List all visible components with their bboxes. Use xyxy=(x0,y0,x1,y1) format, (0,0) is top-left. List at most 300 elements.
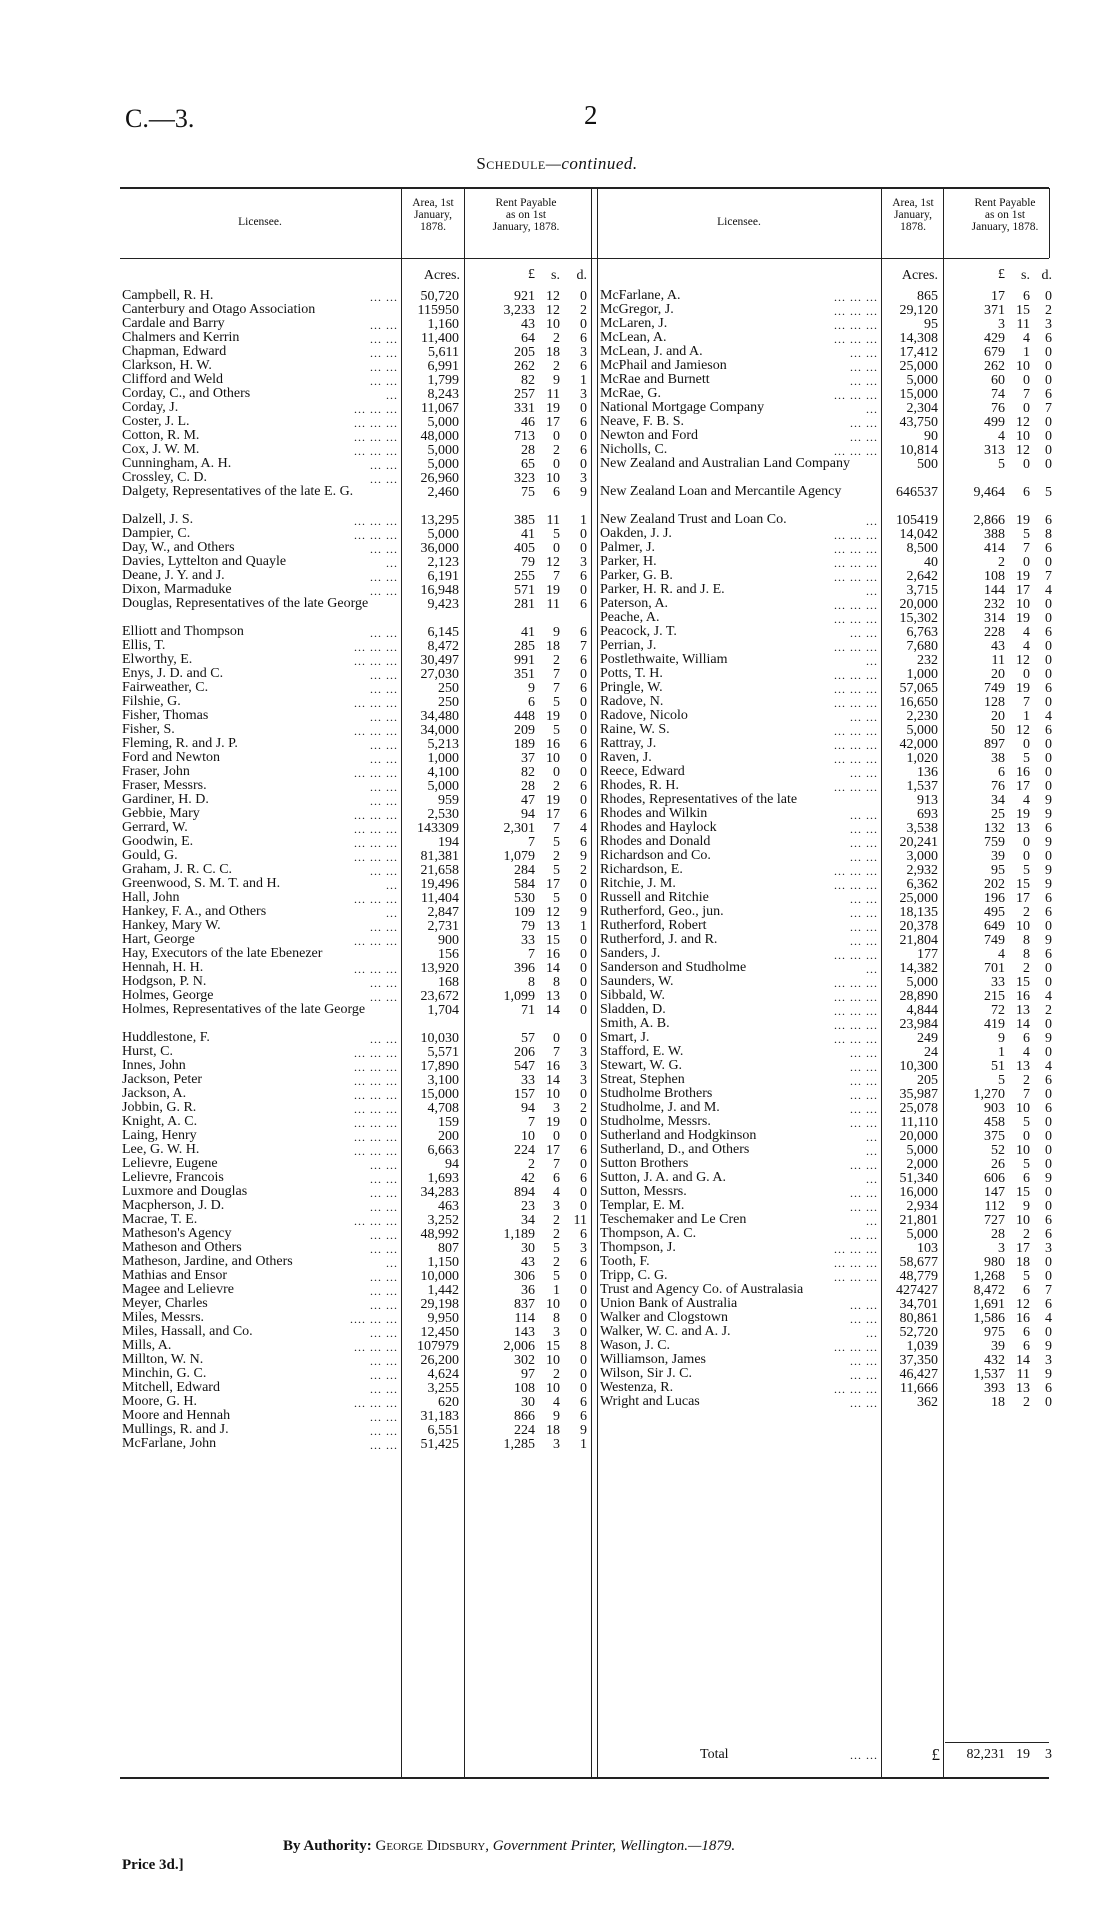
rent-pence: 0 xyxy=(1045,639,1052,654)
licensee-name: Williamson, James xyxy=(600,1352,706,1367)
licensee-name: Lee, G. W. H. xyxy=(122,1142,200,1157)
total-rule xyxy=(945,1742,1049,1743)
rent-pence: 9 xyxy=(1045,877,1052,892)
rent-shillings: 8 xyxy=(553,975,560,990)
rent-pounds: 82 xyxy=(521,373,535,388)
leader-dots: ... ... ... xyxy=(834,976,878,990)
licensee-name: Neave, F. B. S. xyxy=(600,414,685,429)
licensee-name: Holmes, Representatives of the late George xyxy=(122,1002,366,1017)
rent-pounds: 975 xyxy=(984,1325,1005,1340)
area-acres: 26,960 xyxy=(420,471,459,486)
rent-shillings: 2 xyxy=(553,331,560,346)
leader-dots: ... ... xyxy=(370,864,398,878)
rent-pence: 0 xyxy=(580,891,587,906)
rent-pounds: 9 xyxy=(998,1031,1005,1046)
rent-pence: 0 xyxy=(580,1311,587,1326)
rent-pounds: 584 xyxy=(514,877,535,892)
leader-dots: ... ... ... xyxy=(354,444,398,458)
licensee-name: Trust and Agency Co. of Australasia xyxy=(600,1282,804,1297)
rent-pence: 6 xyxy=(1045,387,1052,402)
area-acres: 159 xyxy=(438,1115,459,1130)
rent-pence: 0 xyxy=(580,527,587,542)
licensee-name: Dalgety, Representatives of the late E. G. xyxy=(122,484,354,499)
area-acres: 95 xyxy=(924,317,938,332)
rent-shillings: 5 xyxy=(1023,527,1030,542)
rent-pence: 0 xyxy=(1045,779,1052,794)
area-acres: 20,241 xyxy=(899,835,938,850)
rent-shillings: 12 xyxy=(1016,723,1030,738)
rent-pence: 6 xyxy=(1045,1213,1052,1228)
rent-pounds: 331 xyxy=(514,401,535,416)
rent-shillings: 19 xyxy=(1016,807,1030,822)
area-acres: 194 xyxy=(438,835,459,850)
rent-pounds: 28 xyxy=(521,443,535,458)
rent-shillings: 11 xyxy=(1016,317,1030,332)
rent-pence: 0 xyxy=(1045,1185,1052,1200)
leader-dots: ... ... xyxy=(850,1088,878,1102)
rent-pounds: 43 xyxy=(521,317,535,332)
rent-pounds: 980 xyxy=(984,1255,1005,1270)
rent-pounds: 157 xyxy=(514,1087,535,1102)
licensee-name: Nicholls, C. xyxy=(600,442,668,457)
licensee-name: Stafford, E. W. xyxy=(600,1044,684,1059)
rent-pounds: 128 xyxy=(984,695,1005,710)
licensee-name: Peacock, J. T. xyxy=(600,624,677,639)
rent-pence: 6 xyxy=(1045,947,1052,962)
leader-dots: ... ... xyxy=(370,332,398,346)
licensee-name: Moore, G. H. xyxy=(122,1394,198,1409)
licensee-name: Wright and Lucas xyxy=(600,1394,700,1409)
area-acres: 6,145 xyxy=(427,625,459,640)
authority-label: By Authority: xyxy=(283,1838,372,1854)
area-acres: 959 xyxy=(438,793,459,808)
leader-dots: ... xyxy=(866,654,878,668)
leader-dots: ... ... xyxy=(850,1158,878,1172)
area-acres: 43,750 xyxy=(899,415,938,430)
licensee-name: Cox, J. W. M. xyxy=(122,442,200,457)
rent-pounds: 375 xyxy=(984,1129,1005,1144)
licensee-name: Postlethwaite, William xyxy=(600,652,728,667)
rent-pence: 3 xyxy=(580,1241,587,1256)
licensee-name: Macrae, T. E. xyxy=(122,1212,198,1227)
total-shillings: 19 xyxy=(1016,1747,1030,1762)
rent-shillings: 18 xyxy=(1016,1255,1030,1270)
rent-pounds: 571 xyxy=(514,583,535,598)
rent-pence: 6 xyxy=(1045,821,1052,836)
area-acres: 12,450 xyxy=(420,1325,459,1340)
licensee-name: Hodgson, P. N. xyxy=(122,974,207,989)
rent-shillings: 17 xyxy=(1016,1241,1030,1256)
licensee-name: Paterson, A. xyxy=(600,596,669,611)
area-acres: 31,183 xyxy=(420,1409,459,1424)
area-acres: 42,000 xyxy=(899,737,938,752)
rent-pounds: 34 xyxy=(521,1213,535,1228)
area-acres: 34,283 xyxy=(420,1185,459,1200)
column-divider xyxy=(597,188,598,1778)
rent-shillings: 10 xyxy=(546,1381,560,1396)
licensee-name: Thompson, J. xyxy=(600,1240,676,1255)
area-acres: 10,000 xyxy=(420,1269,459,1284)
leader-dots: ... ... xyxy=(850,374,878,388)
rent-pounds: 39 xyxy=(991,1339,1005,1354)
area-acres: 249 xyxy=(917,1031,938,1046)
leader-dots: ... ... xyxy=(850,766,878,780)
rent-shillings: 0 xyxy=(553,457,560,472)
licensee-name: New Zealand Trust and Loan Co. xyxy=(600,512,787,527)
rent-shillings: 12 xyxy=(1016,415,1030,430)
rent-pence: 0 xyxy=(1045,751,1052,766)
rent-pounds: 42 xyxy=(521,1171,535,1186)
area-acres: 7,680 xyxy=(906,639,938,654)
rent-pounds: 388 xyxy=(984,527,1005,542)
leader-dots: .... ... ... xyxy=(350,1312,398,1326)
rent-pounds: 393 xyxy=(984,1381,1005,1396)
rent-pounds: 837 xyxy=(514,1297,535,1312)
licensee-name: Canterbury and Otago Association xyxy=(122,302,316,317)
leader-dots: ... ... xyxy=(370,1172,398,1186)
licensee-name: Saunders, W. xyxy=(600,974,674,989)
rent-pence: 0 xyxy=(580,667,587,682)
rent-pence: 8 xyxy=(580,1339,587,1354)
total-leader-dots: ... ... xyxy=(850,1748,878,1762)
area-acres: 115950 xyxy=(417,303,459,318)
rent-pence: 0 xyxy=(580,877,587,892)
rent-pence: 6 xyxy=(580,807,587,822)
rent-pounds: 7 xyxy=(528,1115,535,1130)
rent-pence: 6 xyxy=(580,625,587,640)
rent-pounds: 1,079 xyxy=(503,849,535,864)
licensee-name: New Zealand and Australian Land Company xyxy=(600,456,850,471)
leader-dots: ... ... ... xyxy=(354,1396,398,1410)
area-acres: 35,987 xyxy=(899,1087,938,1102)
area-acres: 5,611 xyxy=(428,345,459,360)
rent-pounds: 3,233 xyxy=(503,303,535,318)
rent-shillings: 2 xyxy=(553,1367,560,1382)
area-acres: 52,720 xyxy=(899,1325,938,1340)
leader-dots: ... ... xyxy=(370,542,398,556)
area-acres: 5,000 xyxy=(906,373,938,388)
rent-pence: 3 xyxy=(580,387,587,402)
leader-dots: ... ... xyxy=(370,1382,398,1396)
rent-pounds: 72 xyxy=(991,1003,1005,1018)
licensee-name: Holmes, George xyxy=(122,988,214,1003)
area-acres: 27,030 xyxy=(420,667,459,682)
rent-pence: 6 xyxy=(1045,891,1052,906)
column-divider xyxy=(464,188,465,1778)
rent-pence: 3 xyxy=(580,1045,587,1060)
rent-pounds: 2,866 xyxy=(973,513,1005,528)
licensee-name: Teschemaker and Le Cren xyxy=(600,1212,747,1227)
leader-dots: ... ... ... xyxy=(834,948,878,962)
area-acres: 15,000 xyxy=(420,1087,459,1102)
area-acres: 2,304 xyxy=(906,401,938,416)
rent-shillings: 2 xyxy=(1023,1395,1030,1410)
licensee-name: Matheson, Jardine, and Others xyxy=(122,1254,293,1269)
leader-dots: ... ... ... xyxy=(834,570,878,584)
rent-pence: 3 xyxy=(580,471,587,486)
area-acres: 6,991 xyxy=(427,359,459,374)
leader-dots: ... ... xyxy=(370,1368,398,1382)
rent-pounds: 114 xyxy=(514,1311,535,1326)
rent-pounds: 499 xyxy=(984,415,1005,430)
rent-shillings: 13 xyxy=(546,989,560,1004)
rent-pounds: 396 xyxy=(514,961,535,976)
rent-pounds: 1,285 xyxy=(503,1437,535,1452)
rent-pence: 6 xyxy=(580,597,587,612)
rent-pence: 0 xyxy=(580,1185,587,1200)
area-acres: 5,000 xyxy=(906,1143,938,1158)
rent-shillings: 6 xyxy=(1023,1339,1030,1354)
leader-dots: ... ... xyxy=(370,290,398,304)
rent-pence: 2 xyxy=(580,303,587,318)
rent-pounds: 458 xyxy=(984,1115,1005,1130)
leader-dots: ... ... ... xyxy=(354,430,398,444)
licensee-name: Ellis, T. xyxy=(122,638,166,653)
rent-shillings: 6 xyxy=(1023,1031,1030,1046)
area-acres: 6,362 xyxy=(906,877,938,892)
rent-shillings: 7 xyxy=(553,1157,560,1172)
area-acres: 14,042 xyxy=(899,527,938,542)
licensee-name: Oakden, J. J. xyxy=(600,526,672,541)
rent-pence: 0 xyxy=(580,1087,587,1102)
licensee-name: McLean, A. xyxy=(600,330,667,345)
right-licensee-header: Licensee. xyxy=(717,216,761,228)
licensee-name: McFarlane, A. xyxy=(600,288,681,303)
rent-pounds: 1 xyxy=(998,1045,1005,1060)
area-acres: 20,000 xyxy=(899,1129,938,1144)
left-shillings-unit: s. xyxy=(551,268,560,283)
licensee-name: Mathias and Ensor xyxy=(122,1268,227,1283)
rent-pence: 9 xyxy=(580,849,587,864)
rent-shillings: 15 xyxy=(1016,1185,1030,1200)
area-acres: 3,538 xyxy=(906,821,938,836)
leader-dots: ... ... xyxy=(370,682,398,696)
leader-dots: ... ... ... xyxy=(354,1144,398,1158)
area-acres: 2,460 xyxy=(427,485,459,500)
rent-shillings: 0 xyxy=(553,541,560,556)
rent-pence: 6 xyxy=(580,653,587,668)
rent-pounds: 759 xyxy=(984,835,1005,850)
rent-pence: 7 xyxy=(580,639,587,654)
leader-dots: ... ... xyxy=(850,626,878,640)
rent-shillings: 7 xyxy=(1023,387,1030,402)
rent-pounds: 94 xyxy=(521,807,535,822)
rent-shillings: 19 xyxy=(1016,611,1030,626)
leader-dots: ... ... ... xyxy=(834,696,878,710)
rent-pence: 9 xyxy=(1045,863,1052,878)
rent-pence: 6 xyxy=(1045,513,1052,528)
rent-pence: 0 xyxy=(1045,457,1052,472)
rent-shillings: 19 xyxy=(546,709,560,724)
rent-pounds: 79 xyxy=(521,919,535,934)
licensee-name: Goodwin, E. xyxy=(122,834,194,849)
rent-pence: 9 xyxy=(580,905,587,920)
licensee-name: Potts, T. H. xyxy=(600,666,663,681)
rent-pounds: 23 xyxy=(521,1199,535,1214)
rent-shillings: 2 xyxy=(1023,905,1030,920)
leader-dots: ... ... ... xyxy=(834,668,878,682)
rent-pence: 0 xyxy=(580,1297,587,1312)
licensee-name: Cotton, R. M. xyxy=(122,428,200,443)
price-note: Price 3d.] xyxy=(122,1857,184,1873)
area-acres: 3,255 xyxy=(427,1381,459,1396)
leader-dots: ... ... ... xyxy=(354,808,398,822)
rent-shillings: 1 xyxy=(1023,709,1030,724)
leader-dots: ... ... xyxy=(850,346,878,360)
leader-dots: ... ... xyxy=(850,920,878,934)
rent-shillings: 5 xyxy=(553,527,560,542)
area-acres: 2,847 xyxy=(427,905,459,920)
rent-pence: 6 xyxy=(580,1409,587,1424)
licensee-name: Matheson's Agency xyxy=(122,1226,232,1241)
rent-pounds: 25 xyxy=(991,807,1005,822)
rent-shillings: 3 xyxy=(553,1199,560,1214)
rent-pence: 0 xyxy=(1045,597,1052,612)
rent-pence: 1 xyxy=(580,919,587,934)
area-acres: 36,000 xyxy=(420,541,459,556)
leader-dots: ... xyxy=(386,1256,398,1270)
area-acres: 4,844 xyxy=(906,1003,938,1018)
area-header-line: January, xyxy=(414,209,452,221)
licensee-name: Lelievre, Eugene xyxy=(122,1156,218,1171)
area-acres: 1,000 xyxy=(906,667,938,682)
rent-pence: 0 xyxy=(1045,975,1052,990)
licensee-name: Hay, Executors of the late Ebenezer xyxy=(122,946,323,961)
rent-shillings: 15 xyxy=(546,933,560,948)
licensee-name: Dalzell, J. S. xyxy=(122,512,194,527)
area-acres: 250 xyxy=(438,681,459,696)
licensee-name: Streat, Stephen xyxy=(600,1072,685,1087)
rent-pence: 9 xyxy=(1045,807,1052,822)
rent-shillings: 7 xyxy=(1023,695,1030,710)
area-acres: 8,500 xyxy=(906,541,938,556)
leader-dots: ... ... xyxy=(370,710,398,724)
licensee-name: Ford and Newton xyxy=(122,750,220,765)
rent-pounds: 20 xyxy=(991,667,1005,682)
area-acres: 2,642 xyxy=(906,569,938,584)
rent-pounds: 57 xyxy=(521,1031,535,1046)
rent-shillings: 0 xyxy=(1023,835,1030,850)
area-acres: 15,000 xyxy=(899,387,938,402)
area-acres: 3,715 xyxy=(906,583,938,598)
leader-dots: ... ... ... xyxy=(834,332,878,346)
area-acres: 8,243 xyxy=(427,387,459,402)
rent-shillings: 4 xyxy=(1023,331,1030,346)
licensee-name: Rattray, J. xyxy=(600,736,657,751)
rent-pence: 0 xyxy=(1045,415,1052,430)
rent-pence: 3 xyxy=(1045,1241,1052,1256)
rent-shillings: 11 xyxy=(546,513,560,528)
leader-dots: ... ... ... xyxy=(834,528,878,542)
rent-shillings: 15 xyxy=(1016,303,1030,318)
rent-pounds: 224 xyxy=(514,1143,535,1158)
leader-dots: ... ... xyxy=(370,1032,398,1046)
leader-dots: ... xyxy=(386,878,398,892)
area-acres: 21,801 xyxy=(899,1213,938,1228)
rent-pounds: 52 xyxy=(991,1143,1005,1158)
area-acres: 6,551 xyxy=(427,1423,459,1438)
licensee-name: Gould, G. xyxy=(122,848,178,863)
area-acres: 5,000 xyxy=(427,779,459,794)
right-acres-unit: Acres. xyxy=(901,268,938,283)
rent-shillings: 17 xyxy=(546,1143,560,1158)
rent-pounds: 2 xyxy=(528,1157,535,1172)
rent-pence: 0 xyxy=(1045,1045,1052,1060)
rent-pounds: 1,099 xyxy=(503,989,535,1004)
rent-shillings: 2 xyxy=(1023,961,1030,976)
rent-pounds: 95 xyxy=(991,863,1005,878)
licensee-name: McRae, G. xyxy=(600,386,662,401)
rent-shillings: 2 xyxy=(1023,1227,1030,1242)
rent-shillings: 0 xyxy=(553,429,560,444)
licensee-name: Hurst, C. xyxy=(122,1044,173,1059)
rent-pounds: 215 xyxy=(984,989,1005,1004)
leader-dots: ... xyxy=(866,514,878,528)
licensee-name: Fleming, R. and J. P. xyxy=(122,736,238,751)
rent-pounds: 108 xyxy=(514,1381,535,1396)
leader-dots: ... ... xyxy=(370,990,398,1004)
rent-pounds: 429 xyxy=(984,331,1005,346)
rent-pounds: 33 xyxy=(991,975,1005,990)
leader-dots: ... ... xyxy=(850,1074,878,1088)
rent-pounds: 64 xyxy=(521,331,535,346)
licensee-name: Parker, H. R. and J. E. xyxy=(600,582,725,597)
area-acres: 9,423 xyxy=(427,597,459,612)
leader-dots: ... ... xyxy=(850,1186,878,1200)
rent-pounds: 894 xyxy=(514,1185,535,1200)
rent-pence: 0 xyxy=(1045,849,1052,864)
area-acres: 23,672 xyxy=(420,989,459,1004)
rent-pence: 0 xyxy=(1045,961,1052,976)
area-acres: 232 xyxy=(917,653,938,668)
area-acres: 4,708 xyxy=(427,1101,459,1116)
rent-shillings: 19 xyxy=(546,793,560,808)
rent-shillings: 6 xyxy=(1023,1325,1030,1340)
area-acres: 90 xyxy=(924,429,938,444)
rent-shillings: 2 xyxy=(553,1213,560,1228)
licensee-name: Parker, H. xyxy=(600,554,657,569)
leader-dots: ... ... ... xyxy=(834,598,878,612)
rent-shillings: 8 xyxy=(553,1311,560,1326)
licensee-name: Day, W., and Others xyxy=(122,540,235,555)
rent-pence: 0 xyxy=(1045,1143,1052,1158)
rent-pounds: 65 xyxy=(521,457,535,472)
rent-shillings: 14 xyxy=(546,1073,560,1088)
bottom-rule xyxy=(120,1777,1049,1779)
rent-shillings: 6 xyxy=(1023,1171,1030,1186)
area-acres: 3,252 xyxy=(427,1213,459,1228)
rent-pounds: 71 xyxy=(521,1003,535,1018)
schedule-title-suffix: —continued. xyxy=(545,154,638,173)
rent-pence: 0 xyxy=(1045,555,1052,570)
right-area-header xyxy=(882,197,944,233)
rent-shillings: 0 xyxy=(1023,401,1030,416)
rent-pounds: 7 xyxy=(528,835,535,850)
left-rent-header xyxy=(466,197,586,233)
rent-pounds: 255 xyxy=(514,569,535,584)
rent-pence: 9 xyxy=(1045,1367,1052,1382)
leader-dots: ... xyxy=(866,962,878,976)
rent-shillings: 18 xyxy=(546,1423,560,1438)
rent-shillings: 3 xyxy=(553,1325,560,1340)
rent-shillings: 16 xyxy=(1016,1311,1030,1326)
rent-shillings: 2 xyxy=(553,1255,560,1270)
leader-dots: ... ... xyxy=(370,584,398,598)
left-pence-unit: d. xyxy=(576,268,587,283)
licensee-name: Davies, Lyttelton and Quayle xyxy=(122,554,287,569)
leader-dots: ... ... ... xyxy=(834,318,878,332)
rent-pounds: 2 xyxy=(998,555,1005,570)
